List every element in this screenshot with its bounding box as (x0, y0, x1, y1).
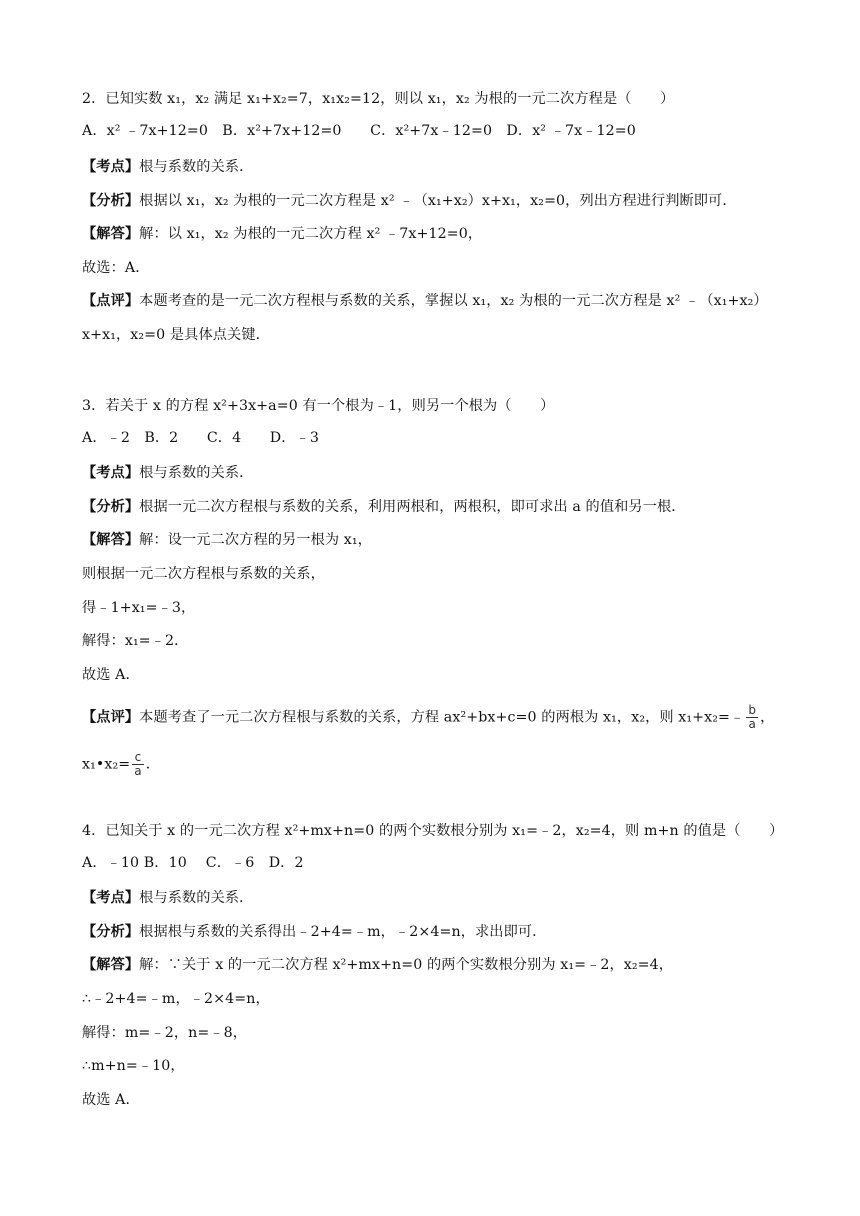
q3-step1: 则根据一元二次方程根与系数的关系， (82, 566, 325, 582)
q2-fenxi: 【分析】根据以 x₁，x₂ 为根的一元二次方程是 x² ﹣（x₁+x₂）x+x₁，x₂=0，列出方程进行判断即可． (82, 193, 737, 209)
q2-options: A．x² ﹣7x+12=0 B．x²+7x+12=0 C．x²+7x﹣12=0 D．x² ﹣7x﹣12=0 (82, 123, 636, 139)
q4-step2: 解得：m=﹣2，n=﹣8， (82, 1025, 248, 1041)
fraction-c-over-a: $\frac{c}{a}$ (134, 750, 142, 778)
kaodian-tag: 【考点】 (82, 465, 140, 481)
q2-jieda: 【解答】解：以 x₁，x₂ 为根的一元二次方程 x² ﹣7x+12=0， (82, 226, 483, 242)
q3-options: A．﹣2 B．2 C．4 D．﹣3 (82, 430, 319, 446)
q3-stem: 3．若关于 x 的方程 x²+3x+a=0 有一个根为﹣1，则另一个根为（ ） (82, 398, 555, 414)
fenxi-tag: 【分析】 (82, 193, 140, 209)
q4-step3: ∴m+n=﹣10， (82, 1058, 185, 1074)
dianping-tag: 【点评】 (82, 293, 140, 309)
q4-fenxi: 【分析】根据根与系数的关系得出﹣2+4=﹣m，﹣2×4=n，求出即可． (82, 924, 547, 940)
q3-fenxi: 【分析】根据一元二次方程根与系数的关系，利用两根和，两根积，即可求出 a 的值和另一根． (82, 499, 686, 515)
q3-jieda: 【解答】解：设一元二次方程的另一根为 x₁， (82, 532, 372, 548)
q2-dianping-cont: x+x₁，x₂=0 是具体点关键． (82, 327, 270, 343)
kaodian-tag: 【考点】 (82, 890, 140, 906)
jieda-tag: 【解答】 (82, 532, 140, 548)
q3-step2: 得﹣1+x₁=﹣3， (82, 600, 196, 616)
q2-kaodian: 【考点】根与系数的关系． (82, 159, 254, 175)
q4-jieda: 【解答】解：∵关于 x 的一元二次方程 x²+mx+n=0 的两个实数根分别为 x₁=﹣2，x₂=4， (82, 957, 674, 973)
q3-step3: 解得：x₁=﹣2． (82, 633, 189, 649)
q4-kaodian: 【考点】根与系数的关系． (82, 890, 254, 906)
fraction-b-over-a: $\frac{b}{a}$ (748, 703, 757, 731)
q2-dianping: 【点评】本题考查的是一元二次方程根与系数的关系，掌握以 x₁，x₂ 为根的一元二次方程是 x² ﹣（x₁+x₂） (82, 293, 768, 309)
fenxi-tag: 【分析】 (82, 499, 140, 515)
fenxi-tag: 【分析】 (82, 924, 140, 940)
dianping-tag: 【点评】 (82, 709, 140, 726)
q4-stem: 4．已知关于 x 的一元二次方程 x²+mx+n=0 的两个实数根分别为 x₁=﹣2，x₂=4，则 m+n 的值是（ ） (82, 823, 784, 839)
q3-guxuan: 故选 A． (82, 667, 140, 683)
q2-guxuan: 故选：A． (82, 260, 150, 276)
jieda-tag: 【解答】 (82, 957, 140, 973)
q3-kaodian: 【考点】根与系数的关系． (82, 465, 254, 481)
q2-stem: 2．已知实数 x₁，x₂ 满足 x₁+x₂=7，x₁x₂=12，则以 x₁，x₂ 为根的一元二次方程是（ ） (82, 91, 675, 107)
kaodian-tag: 【考点】 (82, 159, 140, 175)
q3-dianping: 【点评】本题考查了一元二次方程根与系数的关系，方程 ax²+bx+c=0 的两根为 x₁，x₂，则 x₁+x₂=﹣ $\frac{b}{a}$ ， (82, 703, 775, 731)
jieda-tag: 【解答】 (82, 226, 140, 242)
q3-dianping-cont: x₁•x₂= $\frac{c}{a}$ ． (82, 750, 160, 778)
q4-options: A．﹣10 B．10 C．﹣6 D．2 (82, 855, 304, 871)
q4-guxuan: 故选 A． (82, 1092, 140, 1108)
q4-step1: ∴﹣2+4=﹣m，﹣2×4=n， (82, 991, 270, 1007)
